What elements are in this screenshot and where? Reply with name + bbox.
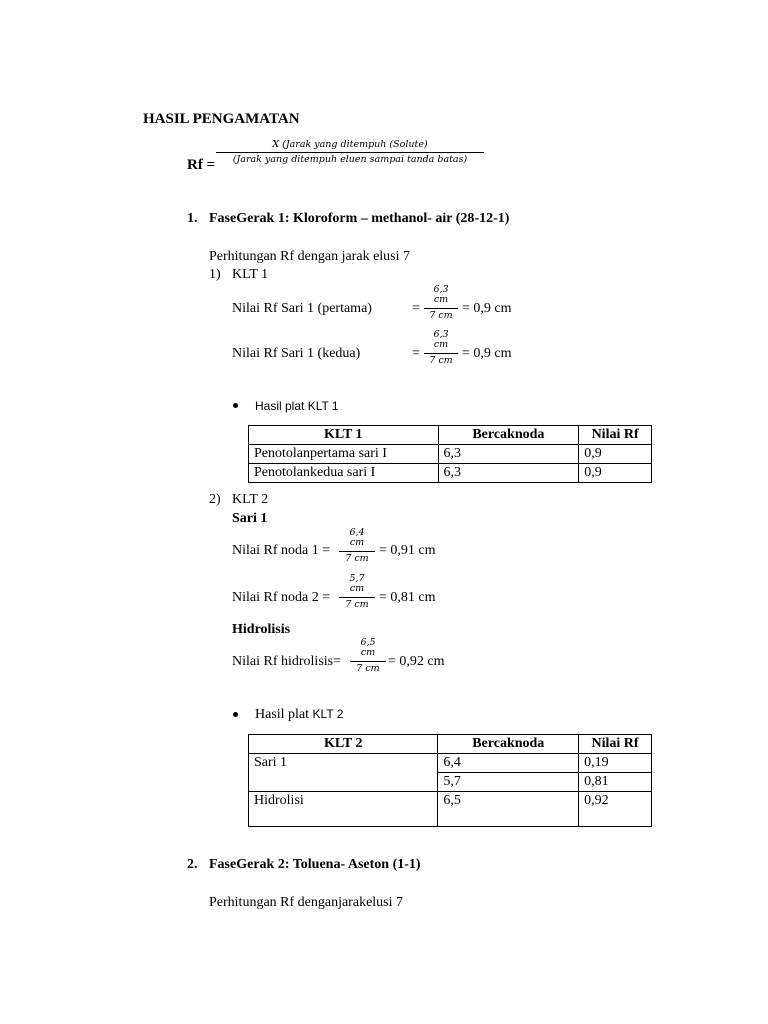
table-cell: 0,19 [579, 754, 652, 773]
section2-intro: Perhitungan Rf denganjarakelusi 7 [209, 895, 404, 910]
bullet-prefix: Hasil plat [255, 707, 310, 722]
fraction-denominator: 7 cm [345, 552, 369, 564]
section1-intro: Perhitungan Rf dengan jarak elusi 7 [209, 249, 411, 264]
klt2-calc2-result: = 0,81 cm [379, 590, 436, 605]
table-cell: 0,9 [579, 445, 652, 464]
table-cell: 6,3 [438, 464, 579, 483]
formula-numerator: X (Jarak yang ditempuh (Solute) [272, 139, 428, 150]
table-row [249, 754, 652, 773]
fraction-denominator: 7 cm [345, 598, 369, 610]
table-header-row [249, 426, 652, 445]
fraction-denominator: 7 cm [356, 662, 380, 674]
klt2-calc2-fraction [339, 574, 375, 610]
table-cell: 0,81 [579, 773, 652, 792]
klt1-calc2-fraction [424, 330, 458, 366]
table-header: Bercaknoda [438, 735, 579, 754]
bullet-icon [233, 403, 238, 408]
page-title: HASIL PENGAMATAN [143, 111, 300, 127]
fraction-numerator: 6,3 cm [433, 329, 449, 351]
table-header: KLT 2 [249, 735, 438, 754]
formula-denominator: (Jarak yang ditempuh eluen sampai tanda batas) [232, 154, 468, 166]
table-header-row [249, 735, 652, 754]
table-header: Nilai Rf [579, 426, 652, 445]
klt2-table [248, 734, 652, 827]
section1-heading: FaseGerak 1: Kloroform – methanol- air (28-12-1) [209, 211, 510, 226]
table-cell: Sari 1 [249, 754, 438, 792]
fraction-denominator: 7 cm [429, 354, 453, 366]
klt1-number: 1) [209, 267, 221, 282]
klt1-calc2-label: Nilai Rf Sari 1 (kedua) [232, 346, 361, 361]
table-row [249, 464, 652, 483]
fraction-numerator: 6,4 cm [349, 527, 365, 549]
section2-number: 2. [187, 857, 198, 872]
klt2-calc3-label: Nilai Rf hidrolisis= [232, 654, 342, 669]
table-header: Bercaknoda [438, 426, 579, 445]
table-cell: 0,92 [579, 792, 652, 827]
table-header: Nilai Rf [579, 735, 652, 754]
table-cell: 6,4 [438, 754, 579, 773]
klt1-calc1-result: = 0,9 cm [462, 301, 512, 316]
klt1-calc2-result: = 0,9 cm [462, 346, 512, 361]
table-cell: 6,3 [438, 445, 579, 464]
section1-number: 1. [187, 211, 198, 226]
bullet-icon [233, 712, 238, 717]
fraction-denominator: 7 cm [429, 309, 453, 321]
hidrolisis-heading: Hidrolisis [232, 622, 291, 637]
fraction-numerator: 6,3 cm [433, 284, 449, 306]
klt2-calc1-label: Nilai Rf noda 1 = [232, 543, 331, 558]
klt2-bullet-text [255, 708, 343, 722]
klt1-table [248, 425, 652, 483]
table-row [249, 445, 652, 464]
klt2-sari-heading: Sari 1 [232, 511, 268, 526]
klt2-calc1-fraction [339, 528, 375, 564]
klt2-calc3-result: = 0,92 cm [388, 654, 445, 669]
klt1-bullet-text: Hasil plat KLT 1 [255, 399, 339, 413]
klt2-number: 2) [209, 492, 221, 507]
section2-heading: FaseGerak 2: Toluena- Aseton (1-1) [209, 857, 421, 872]
table-cell: Hidrolisi [249, 792, 438, 827]
table-cell: 6,5 [438, 792, 579, 827]
klt2-label: KLT 2 [232, 492, 269, 507]
klt1-calc2-eq: = [412, 346, 420, 361]
rf-formula [216, 140, 484, 166]
fraction-numerator: 6,5 cm [360, 637, 376, 659]
table-cell: 5,7 [438, 773, 579, 792]
table-header: KLT 1 [249, 426, 439, 445]
klt1-calc1-eq: = [412, 301, 420, 316]
table-row [249, 792, 652, 827]
bullet-suffix: KLT 2 [312, 707, 344, 721]
table-cell: Penotolanpertama sari I [249, 445, 439, 464]
klt2-calc1-result: = 0,91 cm [379, 543, 436, 558]
fraction-numerator: 5,7 cm [349, 573, 365, 595]
klt2-calc3-fraction [350, 638, 386, 674]
table-cell: Penotolankedua sari I [249, 464, 439, 483]
klt1-label: KLT 1 [232, 267, 269, 282]
formula-lhs: Rf = [187, 157, 216, 173]
table-cell: 0,9 [579, 464, 652, 483]
klt1-calc1-fraction [424, 285, 458, 321]
klt2-calc2-label: Nilai Rf noda 2 = [232, 590, 331, 605]
klt1-calc1-label: Nilai Rf Sari 1 (pertama) [232, 301, 372, 316]
